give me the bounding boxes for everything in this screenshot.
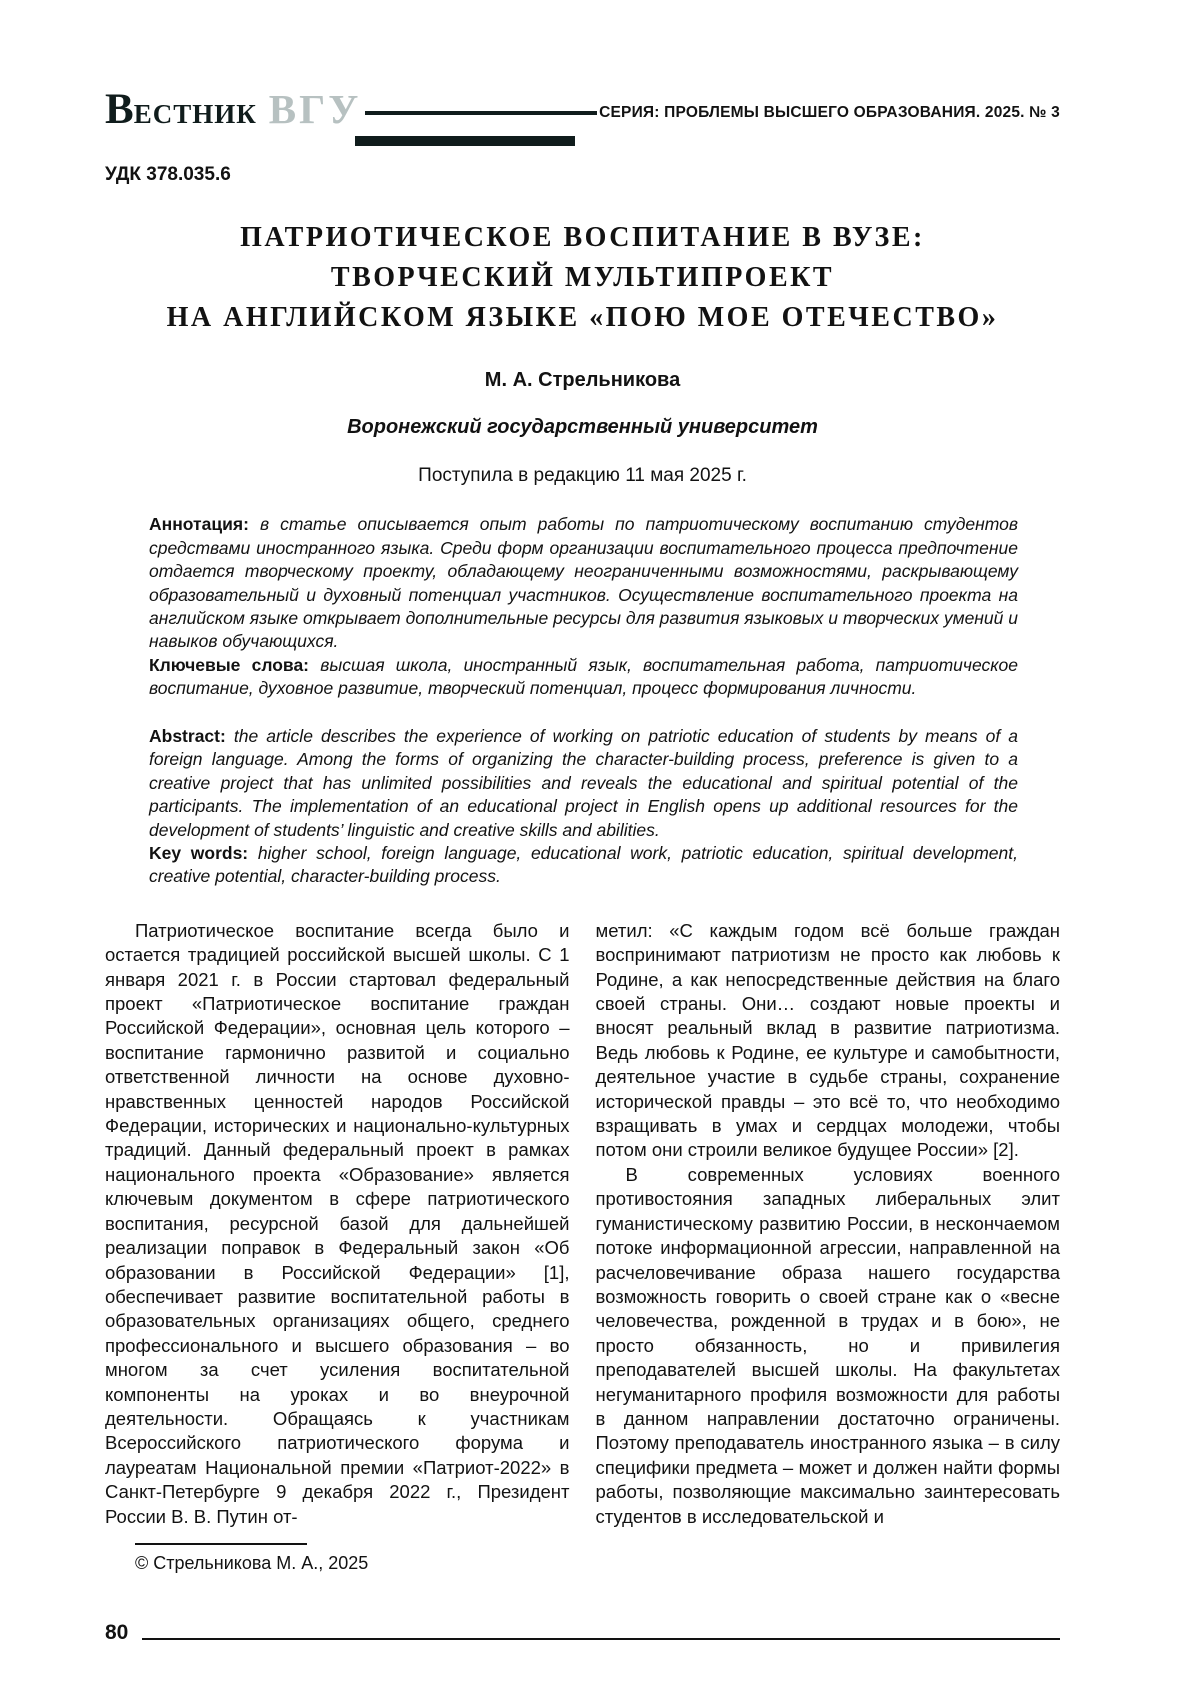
abstract-paragraph [149, 725, 1018, 842]
article-paragraph: В современных условиях военного противостояния западных либеральных элит гуманистическому развитию России, в нескончаемом потоке информационной агрессии, направленной на расчеловечивание образа нашего государства возможность говорить о своей стране как о «весне человечества, рожденной в трудах и в бою», не просто обязанность, но и привилегия преподавателей высшей школы. На факультетах негуманитарного профиля возможности для работы в данном направлении достаточно ограничены. Поэтому преподаватель иностранного языка – в силу специфики предмета – может и должен найти формы работы, позволяющие максимально заинтересовать студентов в исследовательской и [595, 1163, 1060, 1527]
keywords-paragraph-ru [149, 654, 1018, 701]
keywords-label-en: Key words: [149, 842, 249, 863]
header-accent-bar [355, 136, 575, 146]
article-body [105, 919, 1060, 1574]
keywords-label-ru: Ключевые слова: [149, 654, 309, 675]
article-title-line-1: ПАТРИОТИЧЕСКОЕ ВОСПИТАНИЕ В ВУЗЕ: [240, 222, 925, 253]
copyright-text: © Стрельникова М. А., 2025 [135, 1552, 369, 1573]
right-column [596, 919, 1061, 1574]
page-footer [105, 1622, 1060, 1643]
author-name: М. А. Стрельникова [484, 369, 681, 392]
keywords-text-en: higher school, foreign language, educational work, patriotic education, spiritual development, creative potential, character-building process. [149, 842, 1018, 887]
page-header [105, 88, 1060, 131]
logo-word: ЕСТНИК [133, 99, 257, 129]
author-affiliation: Воронежский государственный университет [347, 416, 818, 439]
abstract-label: Abstract: [149, 725, 226, 746]
article-title-line-3: НА АНГЛИЙСКОМ ЯЗЫКЕ «ПОЮ МОЕ ОТЕЧЕСТВО» [166, 301, 999, 333]
header-rule-group [365, 104, 1060, 131]
annotation-label: Аннотация: [149, 514, 249, 535]
received-date: Поступила в редакцию 11 мая 2025 г. [418, 465, 747, 487]
keywords-paragraph-en [149, 842, 1018, 889]
page-number: 80 [105, 1621, 129, 1644]
copyright-footnote [105, 1543, 570, 1574]
annotation-paragraph [149, 513, 1018, 654]
logo-initial: В [105, 86, 134, 133]
footnote-separator [135, 1543, 307, 1545]
header-rule [365, 111, 597, 115]
article-paragraph: Патриотическое воспитание всегда было и остается традицией российской высшей школы. С 1 января 2021 г. в России стартовал федеральный проект «Патриотическое воспитание граждан Российской Федерации», основная цель которого – воспитание гармонично развитой и социально ответственной личности на основе духовно-нравственных ценностей народов Российской Федерации, исторических и национально-культурных традиций. Данный федеральный проект в рамках национального проекта «Образование» является ключевым документом в сфере патриотического воспитания, ресурсной базой для дальнейшей реализации поправок в Федеральный закон «Об образовании в Российской Федерации» [1], обеспечивает развитие воспитательной работы в образовательных организациях общего, среднего профессионального и высшего образования – во многом за счет усиления воспитательной компоненты на уроках и во внеурочной деятельности. Обращаясь к участникам Всероссийского патриотического форума и лауреатам Национальной премии «Патриот-2022» в Санкт-Петербурге 9 декабря 2022 г., Президент России В. В. Путин от- [105, 919, 570, 1527]
article-title-line-2: ТВОРЧЕСКИЙ МУЛЬТИПРОЕКТ [330, 261, 835, 293]
abstract-block-ru [105, 513, 1060, 701]
annotation-text: в статье описывается опыт работы по патриотическому воспитанию студентов средствами иностранного языка. Среди форм организации воспитательного процесса предпочтение отдается творческому проекту, обладающему неограниченными возможностями, раскрывающему образовательный и духовный потенциал участников. Осуществление воспитательного проекта на английском языке открывает дополнительные ресурсы для развития языковых и творческих умений и навыков обучающихся. [149, 514, 1018, 652]
series-title: СЕРИЯ: ПРОБЛЕМЫ ВЫСШЕГО ОБРАЗОВАНИЯ. 2025. № 3 [599, 104, 1060, 121]
article-title [105, 218, 1060, 337]
footer-rule [142, 1638, 1060, 1640]
journal-logo [105, 88, 361, 131]
left-column [105, 919, 570, 1574]
abstract-block-en [105, 725, 1060, 889]
abstract-text: the article describes the experience of working on patriotic education of students by means of a foreign language. Among the forms of organizing the character-building process, preference is given to a creative project that has unlimited possibilities and reveals the educational and spiritual potential of the participants. The implementation of an educational project in English opens up additional resources for the development of students’ linguistic and creative skills and abilities. [149, 725, 1018, 840]
udc-code: УДК 378.035.6 [105, 164, 231, 185]
article-paragraph: метил: «С каждым годом всё больше граждан воспринимают патриотизм не просто как любовь к Родине, а как непосредственные действия на благо своей страны. Они… создают новые проекты и вносят реальный вклад в развитие патриотизма. Ведь любовь к Родине, ее культуре и самобытности, деятельное участие в судьбе страны, сохранение исторической правды – это всё то, что необходимо взращивать в умах и сердцах молодежи, чтобы потом они строили великое будущее России» [2]. [595, 919, 1060, 1161]
logo-accent-text: ВГУ [268, 86, 362, 132]
keywords-text-ru: высшая школа, иностранный язык, воспитательная работа, патриотическое воспитание, духовное развитие, творческий потенциал, процесс формирования личности. [149, 654, 1018, 699]
